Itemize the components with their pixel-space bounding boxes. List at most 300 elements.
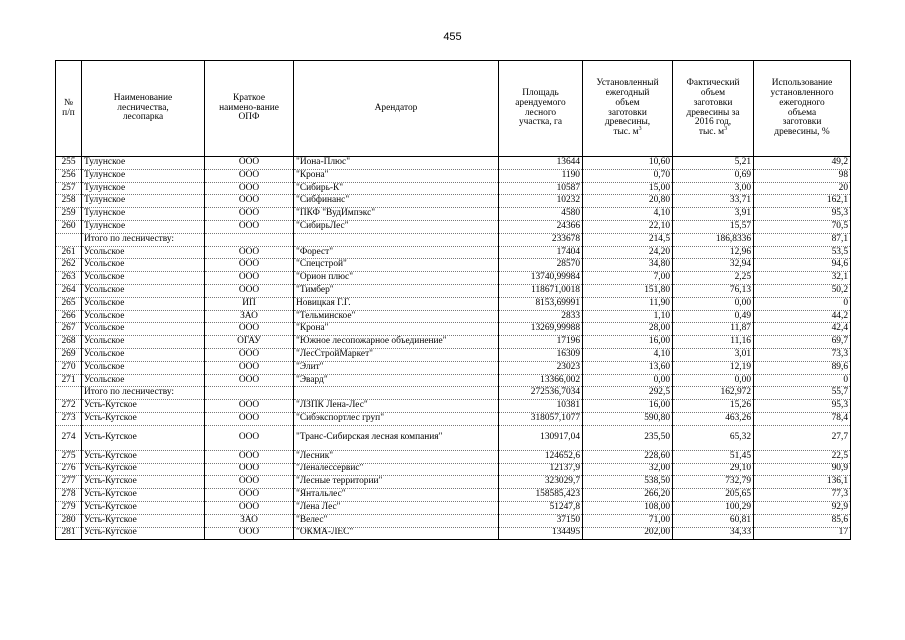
tenant-name: "Элит" — [294, 361, 499, 374]
header-line: Наименование — [113, 92, 173, 103]
opf-short: ООО — [205, 169, 294, 182]
header-line: ежегодного — [779, 97, 825, 108]
usage-percent: 136,1 — [754, 476, 851, 489]
lease-area: 13366,002 — [499, 374, 583, 387]
lease-area: 1190 — [499, 169, 583, 182]
tenant-name: "Иона-Плюс" — [294, 157, 499, 170]
opf-short: ООО — [205, 489, 294, 502]
opf-short: ООО — [205, 272, 294, 285]
actual-volume: 65,32 — [673, 425, 754, 450]
forestry-name: Тулунское — [82, 182, 205, 195]
table-row — [56, 514, 851, 527]
allowed-volume: 202,00 — [583, 527, 673, 540]
actual-volume: 0,49 — [673, 310, 754, 323]
actual-volume: 15,57 — [673, 220, 754, 233]
tenant-name: "Лесные территории" — [294, 476, 499, 489]
header-line: Площадь — [522, 87, 559, 98]
tenant-name: "Сибэкспортлес груп" — [294, 412, 499, 425]
row-number: 256 — [56, 169, 82, 182]
lease-area: 13740,99984 — [499, 272, 583, 285]
row-number: 268 — [56, 336, 82, 349]
lease-area: 10587 — [499, 182, 583, 195]
header-num — [56, 61, 82, 157]
opf-short: ООО — [205, 259, 294, 272]
opf-short: ООО — [205, 284, 294, 297]
lease-area: 158585,423 — [499, 489, 583, 502]
tenant-name: "Южное лесопожарное объединение" — [294, 336, 499, 349]
header-line: установленного — [770, 87, 834, 98]
allowed-volume: 1,10 — [583, 310, 673, 323]
lease-area: 272536,7034 — [499, 387, 583, 400]
row-number: 267 — [56, 323, 82, 336]
header-line — [674, 128, 752, 138]
tenant-name: "Спецстрой" — [294, 259, 499, 272]
allowed-volume: 4,10 — [583, 348, 673, 361]
allowed-volume: 7,00 — [583, 272, 673, 285]
tenant-name: "Лесник" — [294, 450, 499, 463]
header-line: объем — [700, 87, 726, 98]
opf-short — [205, 387, 294, 400]
table-row — [56, 208, 851, 221]
allowed-volume: 10,60 — [583, 157, 673, 170]
header-line: участка, га — [518, 117, 563, 128]
forestry-name: Усольское — [82, 272, 205, 285]
lease-area: 13644 — [499, 157, 583, 170]
header-line: ежегодный — [605, 87, 650, 98]
lease-area: 8153,69991 — [499, 297, 583, 310]
lease-area: 118671,0018 — [499, 284, 583, 297]
row-number: 262 — [56, 259, 82, 272]
allowed-volume: 228,60 — [583, 450, 673, 463]
opf-short: ОГАУ — [205, 336, 294, 349]
allowed-volume: 4,10 — [583, 208, 673, 221]
opf-short: ЗАО — [205, 310, 294, 323]
forestry-name: Усть-Кутское — [82, 489, 205, 502]
table-row — [56, 348, 851, 361]
header-area — [499, 61, 583, 157]
tenant-name: "СибирьЛес" — [294, 220, 499, 233]
lease-area: 17196 — [499, 336, 583, 349]
header-line: лесного — [524, 107, 557, 118]
forest-lease-table — [55, 60, 851, 540]
header-allowed-volume — [583, 61, 673, 157]
allowed-volume: 11,90 — [583, 297, 673, 310]
lease-area: 24366 — [499, 220, 583, 233]
tenant-name: "Крона" — [294, 323, 499, 336]
row-number: 255 — [56, 157, 82, 170]
opf-short: ООО — [205, 412, 294, 425]
tenant-name — [294, 387, 499, 400]
header-line: Краткое — [233, 92, 265, 103]
opf-short: ООО — [205, 476, 294, 489]
allowed-volume: 15,00 — [583, 182, 673, 195]
opf-short: ООО — [205, 182, 294, 195]
usage-percent: 49,2 — [754, 157, 851, 170]
header-forestry — [82, 61, 205, 157]
actual-volume: 100,29 — [673, 501, 754, 514]
header-line: древесины, % — [774, 127, 830, 138]
tenant-name: "ОКМА-ЛЕС" — [294, 527, 499, 540]
usage-percent: 44,2 — [754, 310, 851, 323]
lease-area: 51247,8 — [499, 501, 583, 514]
opf-short: ООО — [205, 501, 294, 514]
forestry-name: Усольское — [82, 374, 205, 387]
row-number: 280 — [56, 514, 82, 527]
header-line: объем — [615, 97, 640, 108]
table-row — [56, 527, 851, 540]
usage-percent: 87,1 — [754, 233, 851, 246]
table-row — [56, 501, 851, 514]
tenant-name: "Тельминское" — [294, 310, 499, 323]
forestry-name: Усть-Кутское — [82, 501, 205, 514]
allowed-volume: 24,20 — [583, 246, 673, 259]
tenant-name: "Тимбер" — [294, 284, 499, 297]
tenant-name: "Сибирь-К" — [294, 182, 499, 195]
row-number: 257 — [56, 182, 82, 195]
tenant-name: "Сибфинанс" — [294, 195, 499, 208]
usage-percent: 42,4 — [754, 323, 851, 336]
usage-percent: 0 — [754, 374, 851, 387]
tenant-name: "ЛесСтройМаркет" — [294, 348, 499, 361]
forestry-name: Усть-Кутское — [82, 476, 205, 489]
usage-percent: 162,1 — [754, 195, 851, 208]
usage-percent: 95,3 — [754, 400, 851, 413]
actual-volume: 205,65 — [673, 489, 754, 502]
table-row — [56, 361, 851, 374]
header-actual-volume — [673, 61, 754, 157]
forestry-name: Усольское — [82, 297, 205, 310]
actual-volume: 0,00 — [673, 374, 754, 387]
usage-percent: 22,5 — [754, 450, 851, 463]
forestry-name: Усть-Кутское — [82, 400, 205, 413]
lease-area: 318057,1077 — [499, 412, 583, 425]
table-row — [56, 169, 851, 182]
allowed-volume: 13,60 — [583, 361, 673, 374]
actual-volume: 3,00 — [673, 182, 754, 195]
actual-volume: 29,10 — [673, 463, 754, 476]
usage-percent: 17 — [754, 527, 851, 540]
allowed-volume: 266,20 — [583, 489, 673, 502]
forestry-name: Усольское — [82, 336, 205, 349]
usage-percent: 90,9 — [754, 463, 851, 476]
allowed-volume: 292,5 — [583, 387, 673, 400]
lease-area: 233678 — [499, 233, 583, 246]
header-tenant — [294, 61, 499, 157]
usage-percent: 20 — [754, 182, 851, 195]
forestry-name: Тулунское — [82, 208, 205, 221]
opf-short: ООО — [205, 400, 294, 413]
lease-area: 130917,04 — [499, 425, 583, 450]
forestry-name: Усольское — [82, 348, 205, 361]
allowed-volume: 71,00 — [583, 514, 673, 527]
row-number: 277 — [56, 476, 82, 489]
usage-percent: 92,9 — [754, 501, 851, 514]
actual-volume: 11,16 — [673, 336, 754, 349]
subtotal-row — [56, 387, 851, 400]
tenant-name: "Транс-Сибирская лесная компания" — [294, 425, 499, 450]
usage-percent: 94,6 — [754, 259, 851, 272]
lease-area: 37150 — [499, 514, 583, 527]
header-line: заготовки — [782, 117, 822, 128]
lease-area: 16309 — [499, 348, 583, 361]
actual-volume: 76,13 — [673, 284, 754, 297]
row-number: 279 — [56, 501, 82, 514]
tenant-name: "Эвард" — [294, 374, 499, 387]
table-row — [56, 246, 851, 259]
forestry-name: Усть-Кутское — [82, 450, 205, 463]
page-number: 455 — [443, 31, 462, 43]
row-number: 261 — [56, 246, 82, 259]
header-line: 2016 год, — [694, 117, 732, 128]
forestry-name: Итого по лесничеству: — [82, 233, 205, 246]
opf-short: ООО — [205, 527, 294, 540]
row-number: 258 — [56, 195, 82, 208]
allowed-volume: 590,80 — [583, 412, 673, 425]
actual-volume: 186,8336 — [673, 233, 754, 246]
row-number: 273 — [56, 412, 82, 425]
opf-short: ООО — [205, 450, 294, 463]
opf-short: ООО — [205, 348, 294, 361]
forestry-name: Усть-Кутское — [82, 527, 205, 540]
forestry-name: Усольское — [82, 259, 205, 272]
table-row — [56, 425, 851, 450]
lease-area: 12137,9 — [499, 463, 583, 476]
forestry-name: Усольское — [82, 246, 205, 259]
row-number: 264 — [56, 284, 82, 297]
table-row — [56, 336, 851, 349]
actual-volume: 12,96 — [673, 246, 754, 259]
row-number: 270 — [56, 361, 82, 374]
actual-volume: 51,45 — [673, 450, 754, 463]
table-row — [56, 450, 851, 463]
header-line: лесопарка — [122, 112, 164, 123]
forestry-name: Усть-Кутское — [82, 425, 205, 450]
row-number: 266 — [56, 310, 82, 323]
allowed-volume: 32,00 — [583, 463, 673, 476]
allowed-volume: 16,00 — [583, 400, 673, 413]
usage-percent: 70,5 — [754, 220, 851, 233]
table-row — [56, 476, 851, 489]
usage-percent: 89,6 — [754, 361, 851, 374]
forestry-name: Тулунское — [82, 169, 205, 182]
forestry-name: Тулунское — [82, 157, 205, 170]
table-row — [56, 220, 851, 233]
header-line — [584, 128, 671, 138]
actual-volume: 463,26 — [673, 412, 754, 425]
lease-area: 13269,99988 — [499, 323, 583, 336]
opf-short: ООО — [205, 425, 294, 450]
actual-volume: 15,26 — [673, 400, 754, 413]
allowed-volume: 538,50 — [583, 476, 673, 489]
actual-volume: 11,87 — [673, 323, 754, 336]
allowed-volume: 108,00 — [583, 501, 673, 514]
opf-short: ООО — [205, 323, 294, 336]
allowed-volume: 16,00 — [583, 336, 673, 349]
subtotal-row — [56, 233, 851, 246]
table-row — [56, 284, 851, 297]
row-number: 265 — [56, 297, 82, 310]
lease-area: 23023 — [499, 361, 583, 374]
lease-area: 10381 — [499, 400, 583, 413]
allowed-volume: 34,80 — [583, 259, 673, 272]
row-number: 281 — [56, 527, 82, 540]
allowed-volume: 214,5 — [583, 233, 673, 246]
actual-volume: 0,69 — [673, 169, 754, 182]
allowed-volume: 20,80 — [583, 195, 673, 208]
usage-percent: 78,4 — [754, 412, 851, 425]
header-line: древесины, — [604, 117, 651, 128]
actual-volume: 32,94 — [673, 259, 754, 272]
actual-volume: 34,33 — [673, 527, 754, 540]
actual-volume: 162,972 — [673, 387, 754, 400]
header-line: ОПФ — [238, 112, 260, 123]
allowed-volume: 151,80 — [583, 284, 673, 297]
table-row — [56, 272, 851, 285]
forestry-name: Усольское — [82, 310, 205, 323]
table-row — [56, 182, 851, 195]
allowed-volume: 0,00 — [583, 374, 673, 387]
opf-short: ООО — [205, 195, 294, 208]
table-row — [56, 195, 851, 208]
opf-short: ООО — [205, 463, 294, 476]
header-line: Фактический — [686, 77, 740, 88]
actual-volume: 3,91 — [673, 208, 754, 221]
lease-area: 134495 — [499, 527, 583, 540]
allowed-volume: 28,00 — [583, 323, 673, 336]
opf-short: ООО — [205, 220, 294, 233]
tenant-name: "ПКФ "ВудИмпэкс" — [294, 208, 499, 221]
tenant-name: "Леналессервис" — [294, 463, 499, 476]
usage-percent: 0 — [754, 297, 851, 310]
row-number — [56, 387, 82, 400]
allowed-volume: 22,10 — [583, 220, 673, 233]
allowed-volume: 0,70 — [583, 169, 673, 182]
tenant-name: "Велес" — [294, 514, 499, 527]
table-body — [56, 157, 851, 540]
actual-volume: 12,19 — [673, 361, 754, 374]
lease-area: 323029,7 — [499, 476, 583, 489]
actual-volume: 3,01 — [673, 348, 754, 361]
forestry-name: Усольское — [82, 284, 205, 297]
opf-short: ООО — [205, 157, 294, 170]
usage-percent: 95,3 — [754, 208, 851, 221]
row-number: 263 — [56, 272, 82, 285]
usage-percent: 77,3 — [754, 489, 851, 502]
header-line: № — [64, 97, 73, 108]
cube-superscript: 3 — [724, 126, 728, 133]
actual-volume: 0,00 — [673, 297, 754, 310]
lease-area: 10232 — [499, 195, 583, 208]
header-line: Использование — [771, 77, 833, 88]
row-number: 275 — [56, 450, 82, 463]
header-line-text: тыс. м — [613, 127, 639, 138]
header-usage-percent — [754, 61, 851, 157]
header-line: древесины за — [686, 107, 740, 118]
usage-percent: 27,7 — [754, 425, 851, 450]
tenant-name: Новицкая Г.Г. — [294, 297, 499, 310]
usage-percent: 55,7 — [754, 387, 851, 400]
actual-volume: 33,71 — [673, 195, 754, 208]
header-line: арендуемого — [515, 97, 566, 108]
header-opf — [205, 61, 294, 157]
header-line: п/п — [62, 107, 75, 118]
row-number: 271 — [56, 374, 82, 387]
header-line: заготовки — [608, 107, 647, 118]
row-number — [56, 233, 82, 246]
opf-short: ООО — [205, 361, 294, 374]
table-row — [56, 323, 851, 336]
allowed-volume: 235,50 — [583, 425, 673, 450]
actual-volume: 2,25 — [673, 272, 754, 285]
actual-volume: 5,21 — [673, 157, 754, 170]
tenant-name: "Форест" — [294, 246, 499, 259]
header-row — [56, 61, 851, 157]
opf-short: ООО — [205, 374, 294, 387]
row-number: 260 — [56, 220, 82, 233]
row-number: 276 — [56, 463, 82, 476]
forestry-name: Итого по лесничеству: — [82, 387, 205, 400]
row-number: 278 — [56, 489, 82, 502]
tenant-name: "ЛЗПК Лена-Лес" — [294, 400, 499, 413]
table-row — [56, 297, 851, 310]
table-row — [56, 310, 851, 323]
table-row — [56, 259, 851, 272]
actual-volume: 732,79 — [673, 476, 754, 489]
forestry-name: Усть-Кутское — [82, 514, 205, 527]
forestry-name: Усольское — [82, 361, 205, 374]
forestry-name: Тулунское — [82, 195, 205, 208]
opf-short — [205, 233, 294, 246]
header-line-text: тыс. м — [698, 127, 725, 138]
header-line: Арендатор — [374, 102, 418, 113]
actual-volume: 60,81 — [673, 514, 754, 527]
opf-short: ЗАО — [205, 514, 294, 527]
tenant-name: "Крона" — [294, 169, 499, 182]
row-number: 269 — [56, 348, 82, 361]
row-number: 274 — [56, 425, 82, 450]
forestry-name: Тулунское — [82, 220, 205, 233]
opf-short: ООО — [205, 246, 294, 259]
usage-percent: 73,3 — [754, 348, 851, 361]
cube-superscript: 3 — [638, 126, 642, 133]
tenant-name: "Орион плюс" — [294, 272, 499, 285]
forestry-name: Усть-Кутское — [82, 463, 205, 476]
row-number: 272 — [56, 400, 82, 413]
opf-short: ИП — [205, 297, 294, 310]
usage-percent: 32,1 — [754, 272, 851, 285]
tenant-name: "Лена Лес" — [294, 501, 499, 514]
lease-area: 2833 — [499, 310, 583, 323]
table-row — [56, 463, 851, 476]
lease-area: 28570 — [499, 259, 583, 272]
tenant-name — [294, 233, 499, 246]
lease-area: 124652,6 — [499, 450, 583, 463]
usage-percent: 69,7 — [754, 336, 851, 349]
usage-percent: 98 — [754, 169, 851, 182]
forestry-name: Усольское — [82, 323, 205, 336]
table-row — [56, 489, 851, 502]
header-line: Установленный — [596, 77, 659, 88]
table-row — [56, 157, 851, 170]
lease-area: 17404 — [499, 246, 583, 259]
table-row — [56, 412, 851, 425]
opf-short: ООО — [205, 208, 294, 221]
usage-percent: 50,2 — [754, 284, 851, 297]
tenant-name: "Янтальлес" — [294, 489, 499, 502]
forestry-name: Усть-Кутское — [82, 412, 205, 425]
table-row — [56, 400, 851, 413]
header-line: объема — [787, 107, 817, 118]
